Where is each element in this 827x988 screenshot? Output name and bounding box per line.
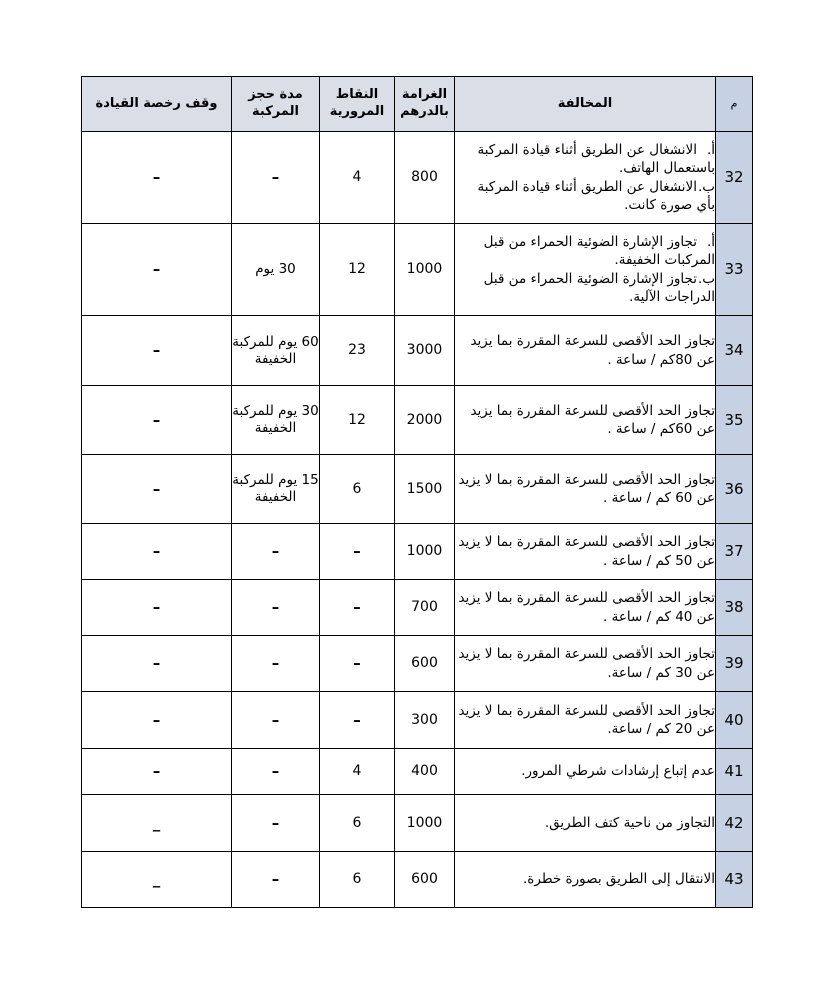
violation-cell: الانتقال إلى الطريق بصورة خطرة.: [455, 852, 716, 908]
violation-subitem: [455, 141, 715, 177]
impound-cell: –: [232, 636, 320, 692]
fine-cell: 1000: [395, 524, 455, 580]
table-row: [82, 316, 753, 386]
license-suspension-cell: –: [82, 224, 232, 316]
points-cell: –: [320, 636, 395, 692]
table-row: [82, 636, 753, 692]
impound-cell: 15 يوم للمركبة الخفيفة: [232, 455, 320, 524]
fine-cell: 1500: [395, 455, 455, 524]
row-number: 32: [716, 132, 753, 224]
row-number: 36: [716, 455, 753, 524]
license-suspension-cell: –: [82, 749, 232, 795]
impound-cell: –: [232, 580, 320, 636]
row-number: 38: [716, 580, 753, 636]
subitem-text: الانشغال عن الطريق أثناء قيادة المركبة باستعمال الهاتف.: [477, 142, 715, 177]
row-number: 33: [716, 224, 753, 316]
fine-cell: 1000: [395, 795, 455, 852]
header-number: م: [716, 77, 753, 132]
violation-cell: [455, 132, 716, 224]
table-row: [82, 692, 753, 749]
violation-cell: [455, 224, 716, 316]
license-suspension-cell: –: [82, 386, 232, 455]
header-impound: مدة حجز المركبة: [232, 77, 320, 132]
points-cell: 4: [320, 749, 395, 795]
traffic-fines-table: [81, 76, 753, 908]
fine-cell: 600: [395, 636, 455, 692]
row-number: 35: [716, 386, 753, 455]
row-number: 39: [716, 636, 753, 692]
impound-cell: –: [232, 749, 320, 795]
row-number: 34: [716, 316, 753, 386]
violation-cell: تجاوز الحد الأقصى للسرعة المقررة بما لا يزيد عن 40 كم / ساعة .: [455, 580, 716, 636]
violation-cell: تجاوز الحد الأقصى للسرعة المقررة بما لا يزيد عن 30 كم / ساعة.: [455, 636, 716, 692]
violation-subitem: [455, 270, 715, 306]
subitem-text: الانشغال عن الطريق أثناء قيادة المركبة بأي صورة كانت.: [477, 178, 715, 213]
impound-cell: –: [232, 132, 320, 224]
table-row: [82, 795, 753, 852]
impound-cell: –: [232, 524, 320, 580]
violation-cell: تجاوز الحد الأقصى للسرعة المقررة بما يزيد عن 60كم / ساعة .: [455, 386, 716, 455]
table-row: [82, 132, 753, 224]
fine-cell: 600: [395, 852, 455, 908]
points-cell: 4: [320, 132, 395, 224]
violation-cell: عدم إتباع إرشادات شرطي المرور.: [455, 749, 716, 795]
license-suspension-cell: –: [82, 636, 232, 692]
license-suspension-cell: _: [82, 852, 232, 908]
table-row: [82, 580, 753, 636]
table-row: [82, 524, 753, 580]
fine-cell: 2000: [395, 386, 455, 455]
header-points: النقاط المرورية: [320, 77, 395, 132]
subitem-ordinal: أ.: [706, 142, 715, 159]
header-violation: المخالفة: [455, 77, 716, 132]
table-row: [82, 455, 753, 524]
violation-cell: التجاوز من ناحية كتف الطريق.: [455, 795, 716, 852]
subitem-ordinal: ب.: [697, 270, 715, 287]
subitem-ordinal: أ.: [706, 234, 715, 251]
fine-cell: 300: [395, 692, 455, 749]
table-row: [82, 386, 753, 455]
license-suspension-cell: –: [82, 132, 232, 224]
points-cell: 12: [320, 386, 395, 455]
points-cell: –: [320, 524, 395, 580]
violation-cell: تجاوز الحد الأقصى للسرعة المقررة بما لا يزيد عن 60 كم / ساعة .: [455, 455, 716, 524]
fine-cell: 400: [395, 749, 455, 795]
row-number: 40: [716, 692, 753, 749]
header-license: وقف رخصة القيادة: [82, 77, 232, 132]
table-row: [82, 749, 753, 795]
points-cell: 6: [320, 795, 395, 852]
violation-cell: تجاوز الحد الأقصى للسرعة المقررة بما يزيد عن 80كم / ساعة .: [455, 316, 716, 386]
table-body: [82, 132, 753, 908]
subitem-text: تجاوز الإشارة الضوئية الحمراء من قبل الدراجات الآلية.: [483, 270, 715, 305]
header-fine: الغرامة بالدرهم: [395, 77, 455, 132]
row-number: 43: [716, 852, 753, 908]
subitem-ordinal: ب.: [697, 178, 715, 195]
license-suspension-cell: –: [82, 455, 232, 524]
license-suspension-cell: –: [82, 316, 232, 386]
license-suspension-cell: –: [82, 692, 232, 749]
impound-cell: –: [232, 692, 320, 749]
points-cell: –: [320, 692, 395, 749]
table-row: [82, 224, 753, 316]
impound-cell: 30 يوم: [232, 224, 320, 316]
subitem-text: تجاوز الإشارة الضوئية الحمراء من قبل المركبات الخفيفة.: [483, 234, 715, 269]
points-cell: 6: [320, 852, 395, 908]
points-cell: 6: [320, 455, 395, 524]
violation-cell: تجاوز الحد الأقصى للسرعة المقررة بما لا يزيد عن 20 كم / ساعة.: [455, 692, 716, 749]
points-cell: –: [320, 580, 395, 636]
row-number: 41: [716, 749, 753, 795]
impound-cell: –: [232, 795, 320, 852]
fine-cell: 1000: [395, 224, 455, 316]
fine-cell: 800: [395, 132, 455, 224]
license-suspension-cell: –: [82, 580, 232, 636]
fine-cell: 700: [395, 580, 455, 636]
impound-cell: 30 يوم للمركبة الخفيفة: [232, 386, 320, 455]
license-suspension-cell: –: [82, 524, 232, 580]
table-row: [82, 852, 753, 908]
fine-cell: 3000: [395, 316, 455, 386]
violation-subitem: [455, 178, 715, 214]
row-number: 37: [716, 524, 753, 580]
header-row: [82, 77, 753, 132]
violation-cell: تجاوز الحد الأقصى للسرعة المقررة بما لا يزيد عن 50 كم / ساعة .: [455, 524, 716, 580]
impound-cell: –: [232, 852, 320, 908]
points-cell: 12: [320, 224, 395, 316]
points-cell: 23: [320, 316, 395, 386]
impound-cell: 60 يوم للمركبة الخفيفة: [232, 316, 320, 386]
row-number: 42: [716, 795, 753, 852]
license-suspension-cell: _: [82, 795, 232, 852]
violation-subitem: [455, 233, 715, 269]
